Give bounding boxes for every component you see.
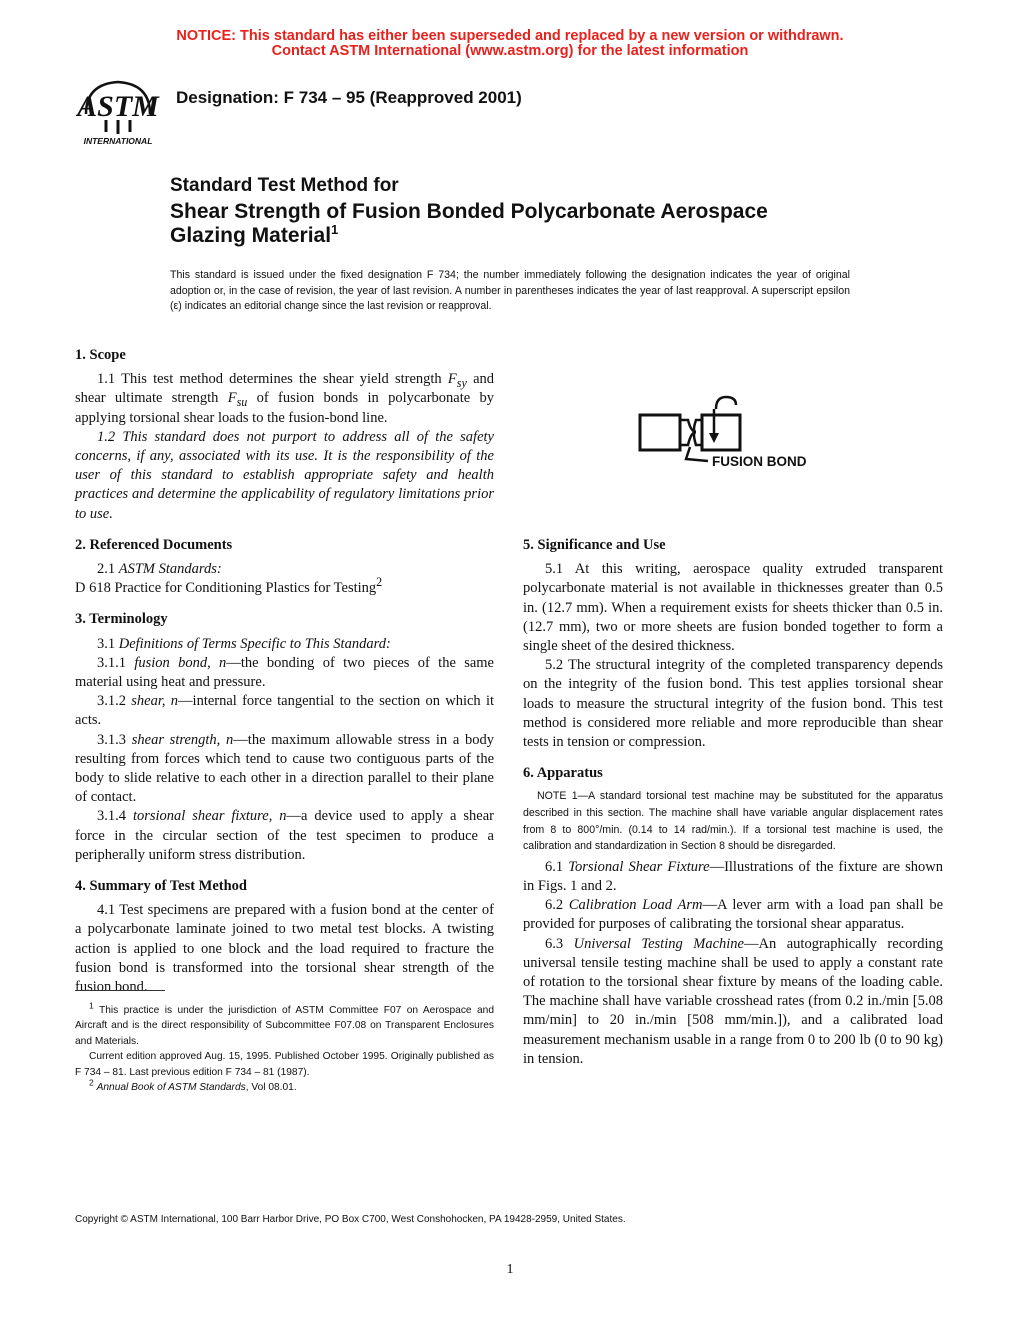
paragraph-1-1: 1.1 This test method determines the shear yield strength $F_{sy}$ and shear ultimate strength $F_{su}$ of fusion bonds in polycarbonate by applying torsional shear loads to the fusion-bond line.	[75, 371, 495, 426]
section-heading-significance: 5. Significance and Use	[523, 537, 666, 553]
designation: Designation: F 734 – 95 (Reapproved 2001)	[176, 88, 522, 107]
page-number: 1	[506, 1262, 514, 1277]
footnote-1-edition: Current edition approved Aug. 15, 1995. Published October 1995. Originally published as F 734 – 81. Last previous edition F 734 – 81 (1987).	[75, 1051, 494, 1078]
definition-shear-strength: 3.1.3 shear strength, n—the maximum allowable stress in a body resulting from forces which tend to cause two contiguous parts of the body to slide relative to each other in a direction parallel to their plane of contact.	[75, 731, 494, 806]
paragraph-5-1: 5.1 At this writing, aerospace quality extruded transparent polycarbonate material is not available in thicknesses greater than 0.5 in. (12.7 mm). When a requirement exists for sheets thicker than 0.5 in. (12.7 mm), two or more sheets are fusion bonded together to form a single sheet of the desired thickness.	[523, 561, 943, 655]
paragraph-5-2: 5.2 The structural integrity of the completed transparency depends on the integrity of the fusion bond. This test applies torsional shear loads to measure the structural integrity of the fusion bond. This test method is considered more reliable and more reproducible than shear tests in tension or compression.	[523, 657, 943, 751]
definition-fusion-bond: 3.1.1 fusion bond, n—the bonding of two pieces of the same material using heat and pressure.	[75, 654, 494, 691]
fusion-bond-label: FUSION BOND	[712, 454, 807, 469]
withdrawal-notice-line2: Contact ASTM International (www.astm.org) for the latest information	[271, 43, 749, 59]
section-heading-terminology: 3. Terminology	[75, 611, 168, 628]
left-column	[75, 346, 494, 997]
reference-d618: D 618 Practice for Conditioning Plastics for Testing$^2$	[75, 575, 383, 597]
definition-torsional-shear-fixture: 3.1.4 torsional shear fixture, n—a device used to apply a shear force in the circular section of the test specimen to produce a peripherally uniform stress distribution.	[75, 808, 495, 863]
title-footnote-mark: 1	[331, 222, 339, 237]
footnote-rule	[75, 990, 165, 991]
title-line3: Glazing Material$^1$	[170, 222, 339, 247]
withdrawal-notice-line1: NOTICE: This standard has either been superseded and replaced by a new version or withdrawn.	[176, 28, 844, 44]
paragraph-3-1: 3.1 Definitions of Terms Specific to This Standard:	[97, 635, 391, 652]
paragraph-6-2: 6.2 Calibration Load Arm—A lever arm with a load pan shall be provided for purposes of calibrating the torsional shear apparatus.	[523, 897, 944, 933]
logo-letters: ASTM	[77, 90, 159, 123]
footnote-2: $^2$ Annual Book of ASTM Standards, Vol 08.01.	[89, 1077, 297, 1094]
title-line1: Standard Test Method for	[170, 175, 399, 196]
paragraph-2-1: 2.1 ASTM Standards:	[97, 561, 222, 578]
title-line2: Shear Strength of Fusion Bonded Polycarbonate Aerospace	[170, 200, 768, 223]
copyright: Copyright © ASTM International, 100 Barr Harbor Drive, PO Box C700, West Conshohocken, PA 19428-2959, United States.	[75, 1214, 626, 1225]
footnotes	[75, 1000, 494, 1095]
section-heading-referenced-documents: 2. Referenced Documents	[75, 536, 233, 553]
intro-paragraph: This standard is issued under the fixed designation F 734; the number immediately following the designation indicates the year of original adoption or, in the case of revision, the year of last revision. A number in parentheses indicates the year of last reapproval. A superscript epsilon (ε) indicates an editorial change since the last revision or reapproval.	[170, 269, 850, 312]
right-column	[523, 346, 943, 1069]
section-heading-summary: 4. Summary of Test Method	[75, 878, 247, 895]
paragraph-6-1: 6.1 Torsional Shear Fixture—Illustrations of the fixture are shown in Figs. 1 and 2.	[523, 858, 944, 895]
logo-label: INTERNATIONAL	[83, 136, 153, 146]
section-heading-scope: 1. Scope	[75, 347, 126, 363]
astm-logo	[76, 74, 160, 153]
footnote-1: $^1$ This practice is under the jurisdiction of ASTM Committee F07 on Aerospace and Aircraft and is the direct responsibility of Subcommittee F07.08 on Transparent Enclosures and Materials.	[75, 1000, 494, 1047]
paragraph-6-3: 6.3 Universal Testing Machine—An autographically recording universal tensile testing machine shall be used to apply a constant rate of rotation to the torsional shear fixture by means of the loading cable. The machine shall have variable crosshead rates (from 0.2 in./min [5.08 mm/min] to 20 in./min [508 mm/min.]), and a calibrated load measurement mechanism usable in a range from 0 to 200 lb (0 to 90 kg) in tension.	[523, 935, 943, 1067]
figure-spacer	[523, 346, 943, 524]
definition-shear: 3.1.2 shear, n—internal force tangential to the section on which it acts.	[75, 693, 495, 729]
section-heading-apparatus: 6. Apparatus	[523, 765, 603, 782]
note-1: NOTE 1—A standard torsional test machine may be substituted for the apparatus described in this section. The machine shall have variable angular displacement rates from 8 to 800°/min. (0.14 to 14 rad/min.). If a torsional test machine is used, the calibration and standardization in Section 8 should be disregarded.	[523, 790, 943, 853]
paragraph-1-2: 1.2 This standard does not purport to address all of the safety concerns, if any, associated with its use. It is the responsibility of the user of this standard to establish appropriate safety and health practices and determine the applicability of regulatory limitations prior to use.	[75, 428, 494, 522]
paragraph-4-1: 4.1 Test specimens are prepared with a fusion bond at the center of a polycarbonate laminate joined to two metal test blocks. A twisting action is applied to one block and the load required to fracture the fusion bond is transformed into the torsional shear strength of the fusion bond.	[75, 902, 494, 996]
